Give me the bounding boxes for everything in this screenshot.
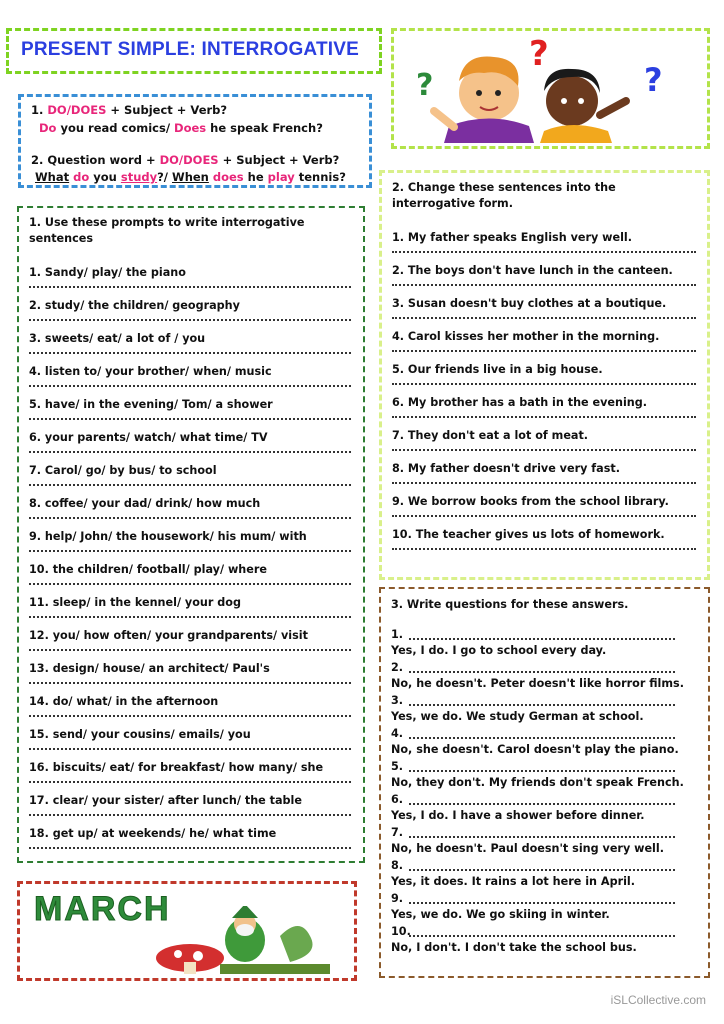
exercise-1-item: 4. listen to/ your brother/ when/ music (29, 365, 272, 378)
question-line (409, 836, 675, 838)
rule-1: 1. DO/DOES + Subject + Verb? (31, 103, 228, 117)
exercise-3-answer: No, she doesn't. Carol doesn't play the piano. (391, 743, 679, 756)
exercise-3-answer: No, I don't. I don't take the school bus. (391, 941, 637, 954)
exercise-1-item: 11. sleep/ in the kennel/ your dog (29, 596, 241, 609)
answer-line (29, 814, 351, 816)
exercise-1-item: 13. design/ house/ an architect/ Paul's (29, 662, 270, 675)
exercise-3-answer: No, they don't. My friends don't speak French. (391, 776, 684, 789)
exercise-2-item: 7. They don't eat a lot of meat. (392, 429, 589, 442)
exercise-3-answer: Yes, we do. We study German at school. (391, 710, 644, 723)
exercise-1-item: 6. your parents/ watch/ what time/ TV (29, 431, 268, 444)
exercise-2-heading-2: interrogative form. (392, 197, 513, 210)
answer-line (29, 748, 351, 750)
exercise-2-item: 1. My father speaks English very well. (392, 231, 633, 244)
question-number: 10. (391, 925, 411, 938)
svg-text:?: ? (416, 68, 434, 103)
question-line (409, 902, 675, 904)
answer-line (392, 515, 696, 517)
question-line (409, 638, 675, 640)
question-number: 2. (391, 661, 404, 674)
title-box (6, 28, 382, 74)
question-line (409, 803, 675, 805)
question-number: 6. (391, 793, 404, 806)
exercise-1-item: 14. do/ what/ in the afternoon (29, 695, 219, 708)
exercise-1-item: 17. clear/ your sister/ after lunch/ the table (29, 794, 302, 807)
exercise-1-item: 10. the children/ football/ play/ where (29, 563, 267, 576)
exercise-3-answer: No, he doesn't. Paul doesn't sing very well. (391, 842, 664, 855)
question-line (409, 869, 675, 871)
leprechaun-mushroom-illustration (150, 906, 350, 976)
exercise-3-box (379, 587, 710, 978)
exercise-2-box (379, 170, 710, 580)
exercise-1-box (17, 206, 365, 863)
exercise-2-item: 10. The teacher gives us lots of homework. (392, 528, 665, 541)
exercise-1-item: 12. you/ how often/ your grandparents/ visit (29, 629, 308, 642)
rule-1-example: Do you read comics/ Does he speak French? (39, 121, 323, 135)
exercise-2-item: 9. We borrow books from the school library. (392, 495, 669, 508)
exercise-2-item: 8. My father doesn't drive very fast. (392, 462, 620, 475)
question-number: 7. (391, 826, 404, 839)
question-line (409, 935, 675, 937)
svg-text:?: ? (529, 34, 549, 74)
answer-line (392, 350, 696, 352)
exercise-1-item: 8. coffee/ your dad/ drink/ how much (29, 497, 261, 510)
question-line (409, 770, 675, 772)
answer-line (29, 583, 351, 585)
exercise-1-item: 7. Carol/ go/ by bus/ to school (29, 464, 217, 477)
answer-line (29, 847, 351, 849)
exercise-2-heading: 2. Change these sentences into the (392, 181, 616, 194)
rule-2-example: What do you study?/ When does he play tennis? (35, 170, 346, 184)
svg-text:?: ? (644, 61, 663, 99)
exercise-1-item: 3. sweets/ eat/ a lot of / you (29, 332, 206, 345)
answer-line (392, 383, 696, 385)
question-number: 9. (391, 892, 404, 905)
answer-line (392, 416, 696, 418)
answer-line (29, 385, 351, 387)
exercise-1-item: 5. have/ in the evening/ Tom/ a shower (29, 398, 273, 411)
exercise-2-item: 5. Our friends live in a big house. (392, 363, 603, 376)
answer-line (29, 616, 351, 618)
exercise-3-answer: Yes, it does. It rains a lot here in April. (391, 875, 636, 888)
march-box (17, 881, 357, 981)
exercise-3-heading: 3. Write questions for these answers. (391, 598, 629, 611)
answer-line (29, 319, 351, 321)
exercise-1-heading-2: sentences (29, 232, 93, 245)
exercise-2-item: 6. My brother has a bath in the evening. (392, 396, 648, 409)
question-line (409, 704, 675, 706)
answer-line (29, 286, 351, 288)
answer-line (29, 550, 351, 552)
picture-box (391, 28, 710, 149)
march-label: MARCH (34, 890, 171, 928)
answer-line (29, 484, 351, 486)
question-number: 1. (391, 628, 404, 641)
exercise-3-answer: Yes, I do. I have a shower before dinner. (391, 809, 645, 822)
answer-line (29, 517, 351, 519)
exercise-1-item: 1. Sandy/ play/ the piano (29, 266, 186, 279)
exercise-2-item: 4. Carol kisses her mother in the morning. (392, 330, 660, 343)
answer-line (29, 451, 351, 453)
answer-line (392, 317, 696, 319)
kids-question-illustration (394, 31, 707, 146)
answer-line (392, 251, 696, 253)
answer-line (392, 548, 696, 550)
answer-line (29, 649, 351, 651)
answer-line (29, 352, 351, 354)
question-line (409, 671, 675, 673)
exercise-3-answer: Yes, I do. I go to school every day. (391, 644, 607, 657)
answer-line (29, 418, 351, 420)
exercise-3-answer: Yes, we do. We go skiing in winter. (391, 908, 610, 921)
answer-line (29, 682, 351, 684)
footer-watermark: iSLCollective.com (610, 993, 706, 1007)
exercise-1-item: 9. help/ John/ the housework/ his mum/ with (29, 530, 307, 543)
page-title: PRESENT SIMPLE: INTERROGATIVE (21, 39, 359, 60)
exercise-1-item: 15. send/ your cousins/ emails/ you (29, 728, 251, 741)
exercise-1-item: 2. study/ the children/ geography (29, 299, 240, 312)
exercise-1-item: 18. get up/ at weekends/ he/ what time (29, 827, 277, 840)
answer-line (392, 482, 696, 484)
rule-2: 2. Question word + DO/DOES + Subject + Verb? (31, 153, 340, 167)
question-number: 8. (391, 859, 404, 872)
question-number: 4. (391, 727, 404, 740)
question-number: 5. (391, 760, 404, 773)
exercise-1-item: 16. biscuits/ eat/ for breakfast/ how many/ she (29, 761, 324, 774)
answer-line (29, 781, 351, 783)
exercise-2-item: 3. Susan doesn't buy clothes at a boutique. (392, 297, 667, 310)
question-line (409, 737, 675, 739)
grammar-rules-box (18, 94, 372, 188)
answer-line (392, 284, 696, 286)
exercise-1-heading: 1. Use these prompts to write interrogative (29, 216, 305, 229)
exercise-2-item: 2. The boys don't have lunch in the canteen. (392, 264, 673, 277)
answer-line (392, 449, 696, 451)
exercise-3-answer: No, he doesn't. Peter doesn't like horror films. (391, 677, 684, 690)
answer-line (29, 715, 351, 717)
question-number: 3. (391, 694, 404, 707)
